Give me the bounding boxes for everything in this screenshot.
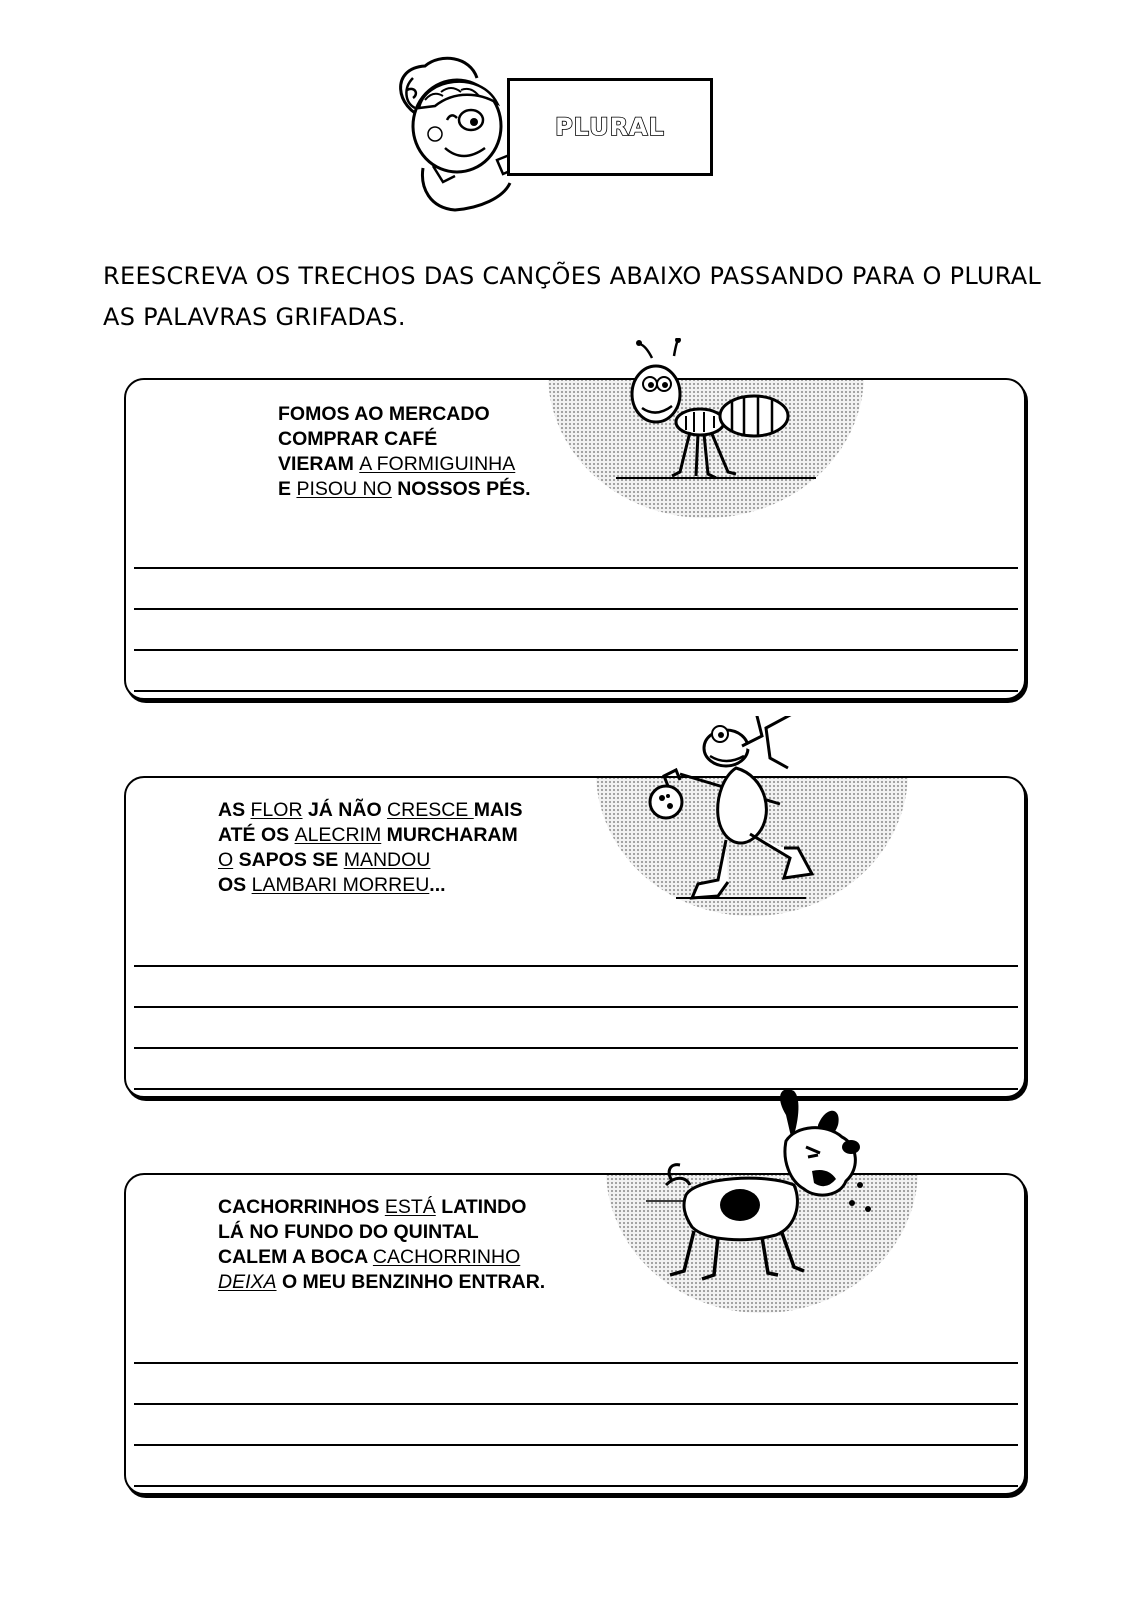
verse-line [218,848,522,873]
verse-text: AS [218,799,251,821]
verse-text: OS [218,874,252,896]
verse-text: O MEU BENZINHO ENTRAR. [276,1271,546,1293]
frog-icon [646,716,846,916]
writing-line [134,608,1018,610]
title-sign [507,78,713,176]
writing-line [134,567,1018,569]
verse-line [218,1245,545,1270]
underlined-word: PISOU NO [296,478,392,500]
verse-line [218,1195,545,1220]
verse-text: LATINDO [435,1196,527,1218]
verse-text: CACHORRINHOS [218,1196,385,1218]
writing-line [134,965,1018,967]
verse-line [218,798,522,823]
writing-line [134,1362,1018,1364]
underlined-word: ESTÁ [384,1196,436,1218]
underlined-word: O [218,849,234,871]
verse-line [218,1220,545,1245]
verse-text: SAPOS SE [233,849,344,871]
writing-line [134,1047,1018,1049]
writing-line [134,1006,1018,1008]
verse-text: E [278,478,297,500]
verse-text: ATÉ OS [218,824,295,846]
exercise-box-2 [124,776,1026,1098]
verse-line [218,823,522,848]
page-title: PLURAL [555,113,665,141]
exercise-box-1 [124,378,1026,700]
verse-text: FOMOS AO MERCADO [278,403,490,425]
girl-mascot-icon [385,48,525,218]
verse-line [218,1270,545,1295]
underlined-word: ALECRIM [294,824,382,846]
underlined-word: LAMBARI MORREU [251,874,430,896]
verse-line [278,477,531,502]
underlined-word: FLOR [250,799,303,821]
writing-line [134,649,1018,651]
song-verse-2 [218,798,522,898]
underlined-word: MANDOU [343,849,431,871]
header [385,48,725,218]
dog-icon [646,1085,876,1295]
verse-text: MAIS [473,799,523,821]
song-verse-3 [218,1195,545,1295]
verse-text: COMPRAR CAFÉ [278,428,438,450]
exercise-box-3 [124,1173,1026,1495]
verse-text: LÁ NO FUNDO DO QUINTAL [218,1221,479,1243]
song-verse-1 [278,402,531,502]
verse-text: CALEM A BOCA [218,1246,373,1268]
writing-line [134,1088,1018,1090]
verse-text: ... [429,874,446,896]
verse-text: NOSSOS PÉS. [391,478,531,500]
underlined-word: A FORMIGUINHA [359,453,516,475]
verse-text: JÁ NÃO [302,799,388,821]
writing-line [134,690,1018,692]
verse-line [218,873,522,898]
verse-text: VIERAM [278,453,360,475]
underlined-word: DEIXA [218,1271,277,1293]
writing-line [134,1403,1018,1405]
verse-text: MURCHARAM [381,824,518,846]
verse-line [278,427,531,452]
underlined-word: CACHORRINHO [372,1246,521,1268]
writing-line [134,1485,1018,1487]
verse-line [278,402,531,427]
instruction-text: REESCREVA OS TRECHOS DAS CANÇÕES ABAIXO PASSANDO PARA O PLURAL AS PALAVRAS GRIFADAS. [103,262,1042,331]
writing-line [134,1444,1018,1446]
verse-line [278,452,531,477]
underlined-word: CRESCE [387,799,474,821]
ant-icon [612,338,822,508]
